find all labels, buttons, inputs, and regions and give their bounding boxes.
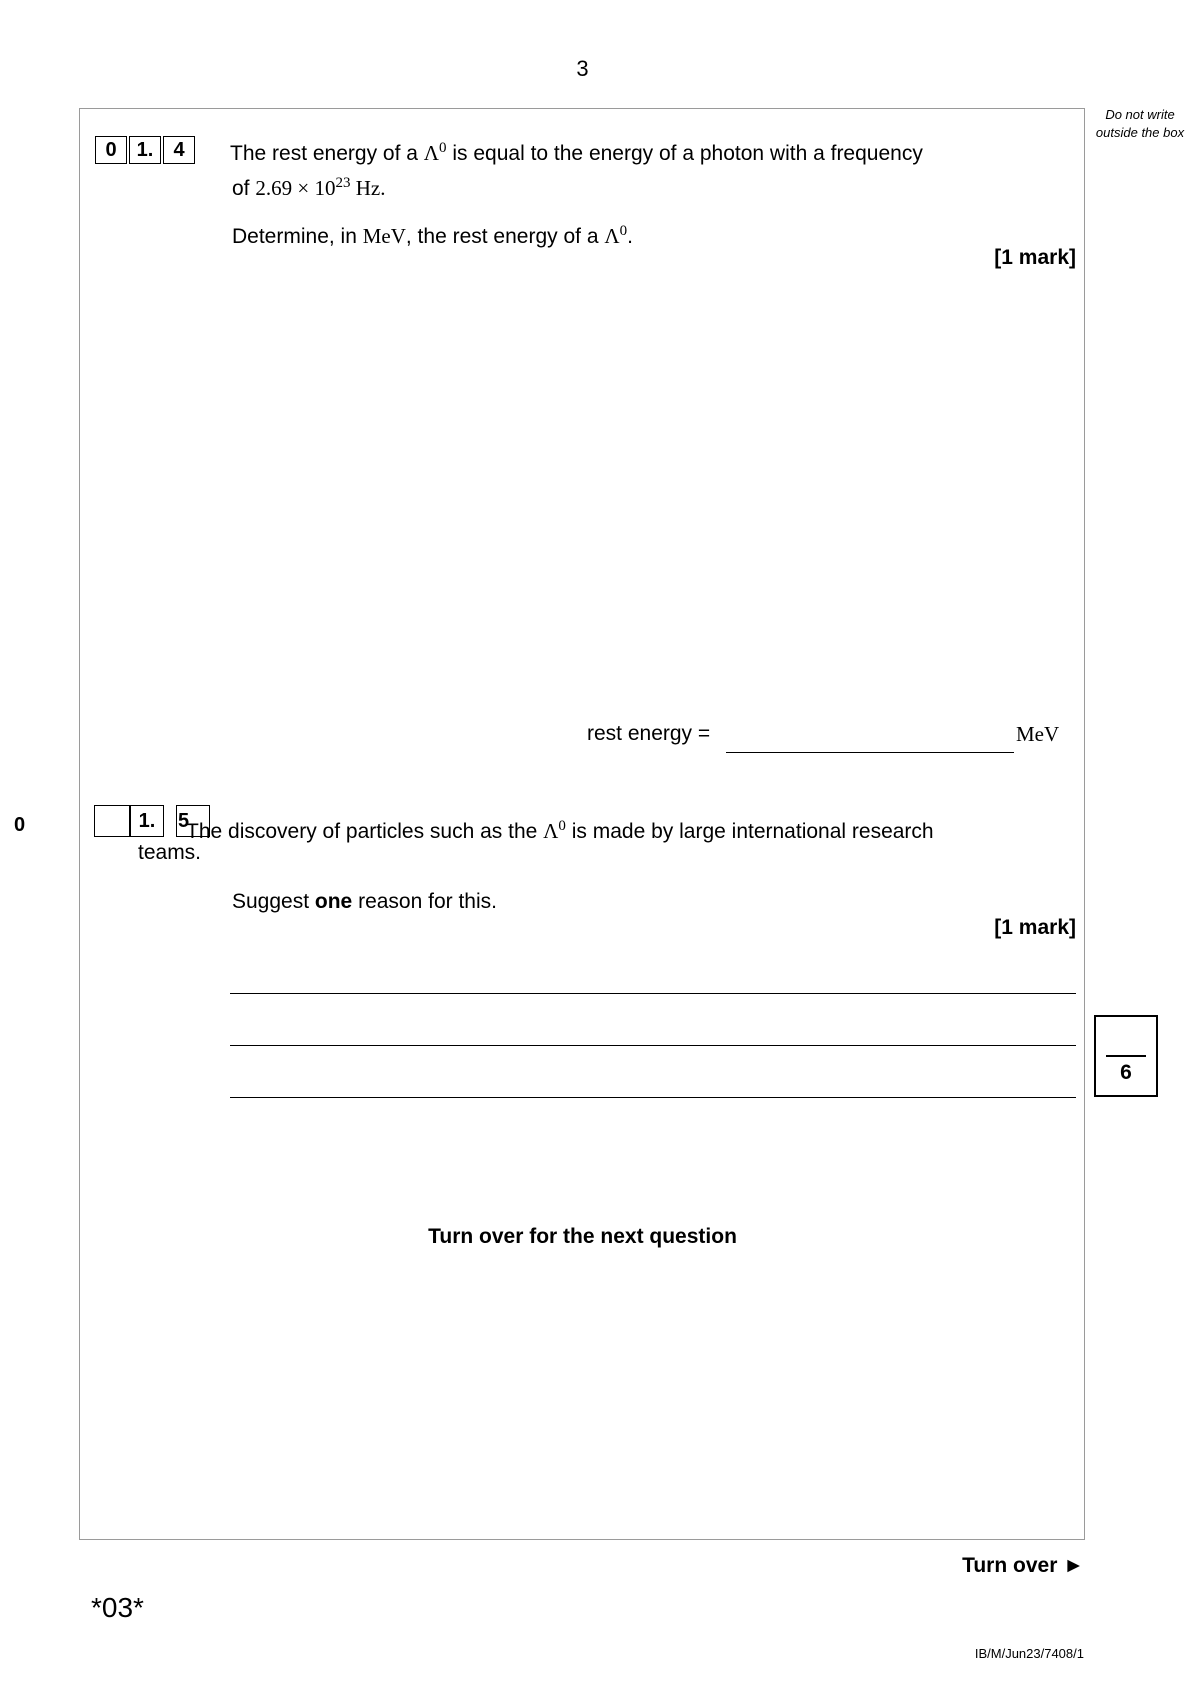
question-number-01-4	[95, 136, 197, 164]
q014-line2: of $2.69 \times 10^{23}$ Hz.	[232, 175, 386, 200]
q015-marks: [1 mark]	[994, 916, 1076, 939]
q014-marks: [1 mark]	[994, 246, 1076, 269]
q014-answer-line[interactable]	[726, 752, 1014, 753]
footer-reference: IB/M/Jun23/7408/1	[974, 1646, 1084, 1661]
q015-line1: The discovery of particles such as the $\Lambda^0$ is made by large international research	[186, 818, 934, 843]
score-divider	[1106, 1055, 1146, 1057]
page-code: *03*	[91, 1592, 144, 1623]
turn-over: Turn over ►	[962, 1554, 1084, 1577]
score-total: 6	[1120, 1061, 1132, 1084]
q015-answer-line[interactable]	[230, 1097, 1076, 1098]
qnum-digit: 1.	[129, 136, 161, 164]
qnum-digit: 1.	[130, 805, 164, 837]
margin-note: Do not write outside the box	[1095, 107, 1185, 140]
q014-line1: The rest energy of a $\Lambda^0$ is equal to the energy of a photon with a frequency	[230, 140, 923, 165]
q014-answer-label: rest energy =	[587, 722, 711, 745]
turn-over-next-question: Turn over for the next question	[428, 1225, 737, 1248]
q015-answer-line[interactable]	[230, 1045, 1076, 1046]
page-number: 3	[576, 56, 589, 81]
qnum-digit: 5	[176, 805, 210, 837]
q015-empty-box	[94, 805, 130, 837]
qnum-digit: 0	[95, 136, 127, 164]
qnum-digit: 4	[163, 136, 195, 164]
q014-answer-unit: MeV	[1016, 722, 1060, 746]
q015-instruction: Suggest one reason for this.	[232, 890, 497, 913]
q015-left-digit: 0	[14, 814, 26, 836]
q015-line2: teams.	[138, 841, 202, 864]
q015-answer-line[interactable]	[230, 993, 1076, 994]
q014-instruction: Determine, in MeV, the rest energy of a $\Lambda^0$.	[232, 223, 633, 248]
score-box	[1094, 1015, 1158, 1097]
